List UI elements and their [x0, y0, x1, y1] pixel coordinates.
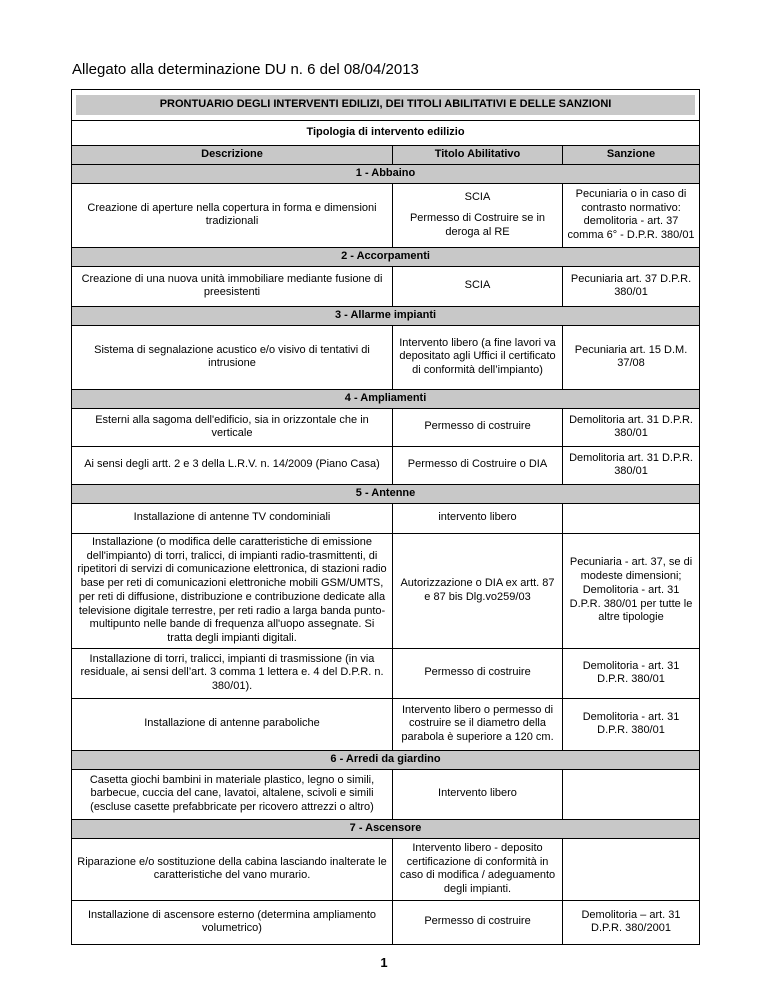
table-row	[72, 769, 700, 819]
row-titolo	[393, 183, 563, 247]
table-row	[72, 838, 700, 900]
category-label: 7 - Ascensore	[72, 819, 700, 838]
row-sanzione	[563, 838, 700, 900]
column-header-descrizione: Descrizione	[72, 146, 393, 165]
category-row	[72, 164, 700, 183]
row-descrizione: Riparazione e/o sostituzione della cabina lasciando inalterate le caratteristiche del vano murario.	[72, 838, 393, 900]
row-descrizione: Creazione di una nuova unità immobiliare mediante fusione di preesistenti	[72, 266, 393, 306]
row-sanzione	[563, 503, 700, 533]
page-number: 1	[380, 955, 388, 970]
table-row	[72, 503, 700, 533]
row-descrizione: Ai sensi degli artt. 2 e 3 della L.R.V. n. 14/2009 (Piano Casa)	[72, 446, 393, 484]
row-sanzione: Demolitoria - art. 31 D.P.R. 380/01	[563, 648, 700, 698]
category-label: 3 - Allarme impianti	[72, 306, 700, 325]
row-titolo: Intervento libero o permesso di costruire se il diametro della parabola è superiore a 120 cm.	[393, 698, 563, 750]
row-titolo: Permesso di costruire	[393, 648, 563, 698]
category-label: 1 - Abbaino	[72, 164, 700, 183]
row-descrizione: Installazione di antenne TV condominiali	[72, 503, 393, 533]
table-row	[72, 900, 700, 944]
column-header-titolo: Titolo Abilitativo	[393, 146, 563, 165]
category-label: 5 - Antenne	[72, 484, 700, 503]
row-titolo: Autorizzazione o DIA ex artt. 87 e 87 bis Dlg.vo259/03	[393, 533, 563, 648]
column-header-row	[72, 146, 700, 165]
table-row	[72, 446, 700, 484]
row-sanzione: Pecuniaria o in caso di contrasto normativo: demolitoria - art. 37 comma 6° - D.P.R. 380/01	[563, 183, 700, 247]
row-titolo: Intervento libero - deposito certificazione di conformità in caso di modifica / adeguamento degli impianti.	[393, 838, 563, 900]
row-titolo: Permesso di costruire	[393, 408, 563, 446]
category-row	[72, 247, 700, 266]
row-descrizione: Installazione (o modifica delle caratteristiche di emissione dell'impianto) di torri, tralicci, di impianti radio-trasmittenti, di ripetitori di servizi di comunicazione elettronica, di stazioni radio base per reti di comunicazioni elettroniche mobili GSM/UMTS, per reti di diffusione, distribuzione e contribuzione dedicate alla televisione digitale terrestre, per reti radio a larga banda punto- multipunto nelle bande di frequenza all'uopo assegnate. Si tratta degli impianti digitali.	[72, 533, 393, 648]
row-descrizione: Creazione di aperture nella copertura in forma e dimensioni tradizionali	[72, 183, 393, 247]
category-row	[72, 819, 700, 838]
row-descrizione: Esterni alla sagoma dell'edificio, sia in orizzontale che in verticale	[72, 408, 393, 446]
document-header-note: Allegato alla determinazione DU n. 6 del 08/04/2013	[72, 61, 419, 78]
row-sanzione: Demolitoria – art. 31 D.P.R. 380/2001	[563, 900, 700, 944]
table-row	[72, 266, 700, 306]
row-sanzione: Pecuniaria art. 37 D.P.R. 380/01	[563, 266, 700, 306]
row-sanzione: Demolitoria - art. 31 D.P.R. 380/01	[563, 698, 700, 750]
row-titolo-secondary: Permesso di Costruire se in deroga al RE	[409, 212, 546, 239]
row-descrizione: Sistema di segnalazione acustico e/o visivo di tentativi di intrusione	[72, 325, 393, 389]
table-title: PRONTUARIO DEGLI INTERVENTI EDILIZI, DEI TITOLI ABILITATIVI E DELLE SANZIONI	[76, 95, 695, 116]
row-titolo: Intervento libero	[393, 769, 563, 819]
row-titolo-primary: SCIA	[464, 190, 491, 203]
category-row	[72, 750, 700, 769]
table-row	[72, 408, 700, 446]
table-row	[72, 698, 700, 750]
category-row	[72, 306, 700, 325]
row-sanzione: Pecuniaria - art. 37, se di modeste dimensioni; Demolitoria - art. 31 D.P.R. 380/01 per tutte le altre tipologie	[563, 533, 700, 648]
row-titolo: Intervento libero (a fine lavori va depositato agli Uffici il certificato di conformità dell’impianto)	[393, 325, 563, 389]
row-sanzione: Demolitoria art. 31 D.P.R. 380/01	[563, 446, 700, 484]
table-row	[72, 648, 700, 698]
row-titolo: intervento libero	[393, 503, 563, 533]
subtitle-row	[72, 121, 700, 146]
row-sanzione	[563, 769, 700, 819]
table-row	[72, 183, 700, 247]
category-row	[72, 389, 700, 408]
table-row	[72, 533, 700, 648]
column-header-sanzione: Sanzione	[563, 146, 700, 165]
category-label: 4 - Ampliamenti	[72, 389, 700, 408]
row-descrizione: Installazione di torri, tralicci, impianti di trasmissione (in via residuale, ai sensi dell’art. 3 comma 1 lettera e. 4 del D.P.R. n. 380/01).	[72, 648, 393, 698]
row-sanzione: Pecuniaria art. 15 D.M. 37/08	[563, 325, 700, 389]
interventions-table	[71, 89, 700, 945]
row-titolo: Permesso di costruire	[393, 900, 563, 944]
row-descrizione: Casetta giochi bambini in materiale plastico, legno o simili, barbecue, cuccia del cane, lavatoi, altalene, scivoli e simili (escluse casette prefabbricate per ricovero attrezzi o altro)	[72, 769, 393, 819]
row-sanzione: Demolitoria art. 31 D.P.R. 380/01	[563, 408, 700, 446]
category-row	[72, 484, 700, 503]
title-row	[72, 90, 700, 121]
row-titolo: SCIA	[393, 266, 563, 306]
row-descrizione: Installazione di ascensore esterno (determina ampliamento volumetrico)	[72, 900, 393, 944]
category-label: 6 - Arredi da giardino	[72, 750, 700, 769]
table-row	[72, 325, 700, 389]
category-label: 2 - Accorpamenti	[72, 247, 700, 266]
table-subtitle: Tipologia di intervento edilizio	[72, 121, 700, 146]
row-descrizione: Installazione di antenne paraboliche	[72, 698, 393, 750]
row-titolo: Permesso di Costruire o DIA	[393, 446, 563, 484]
